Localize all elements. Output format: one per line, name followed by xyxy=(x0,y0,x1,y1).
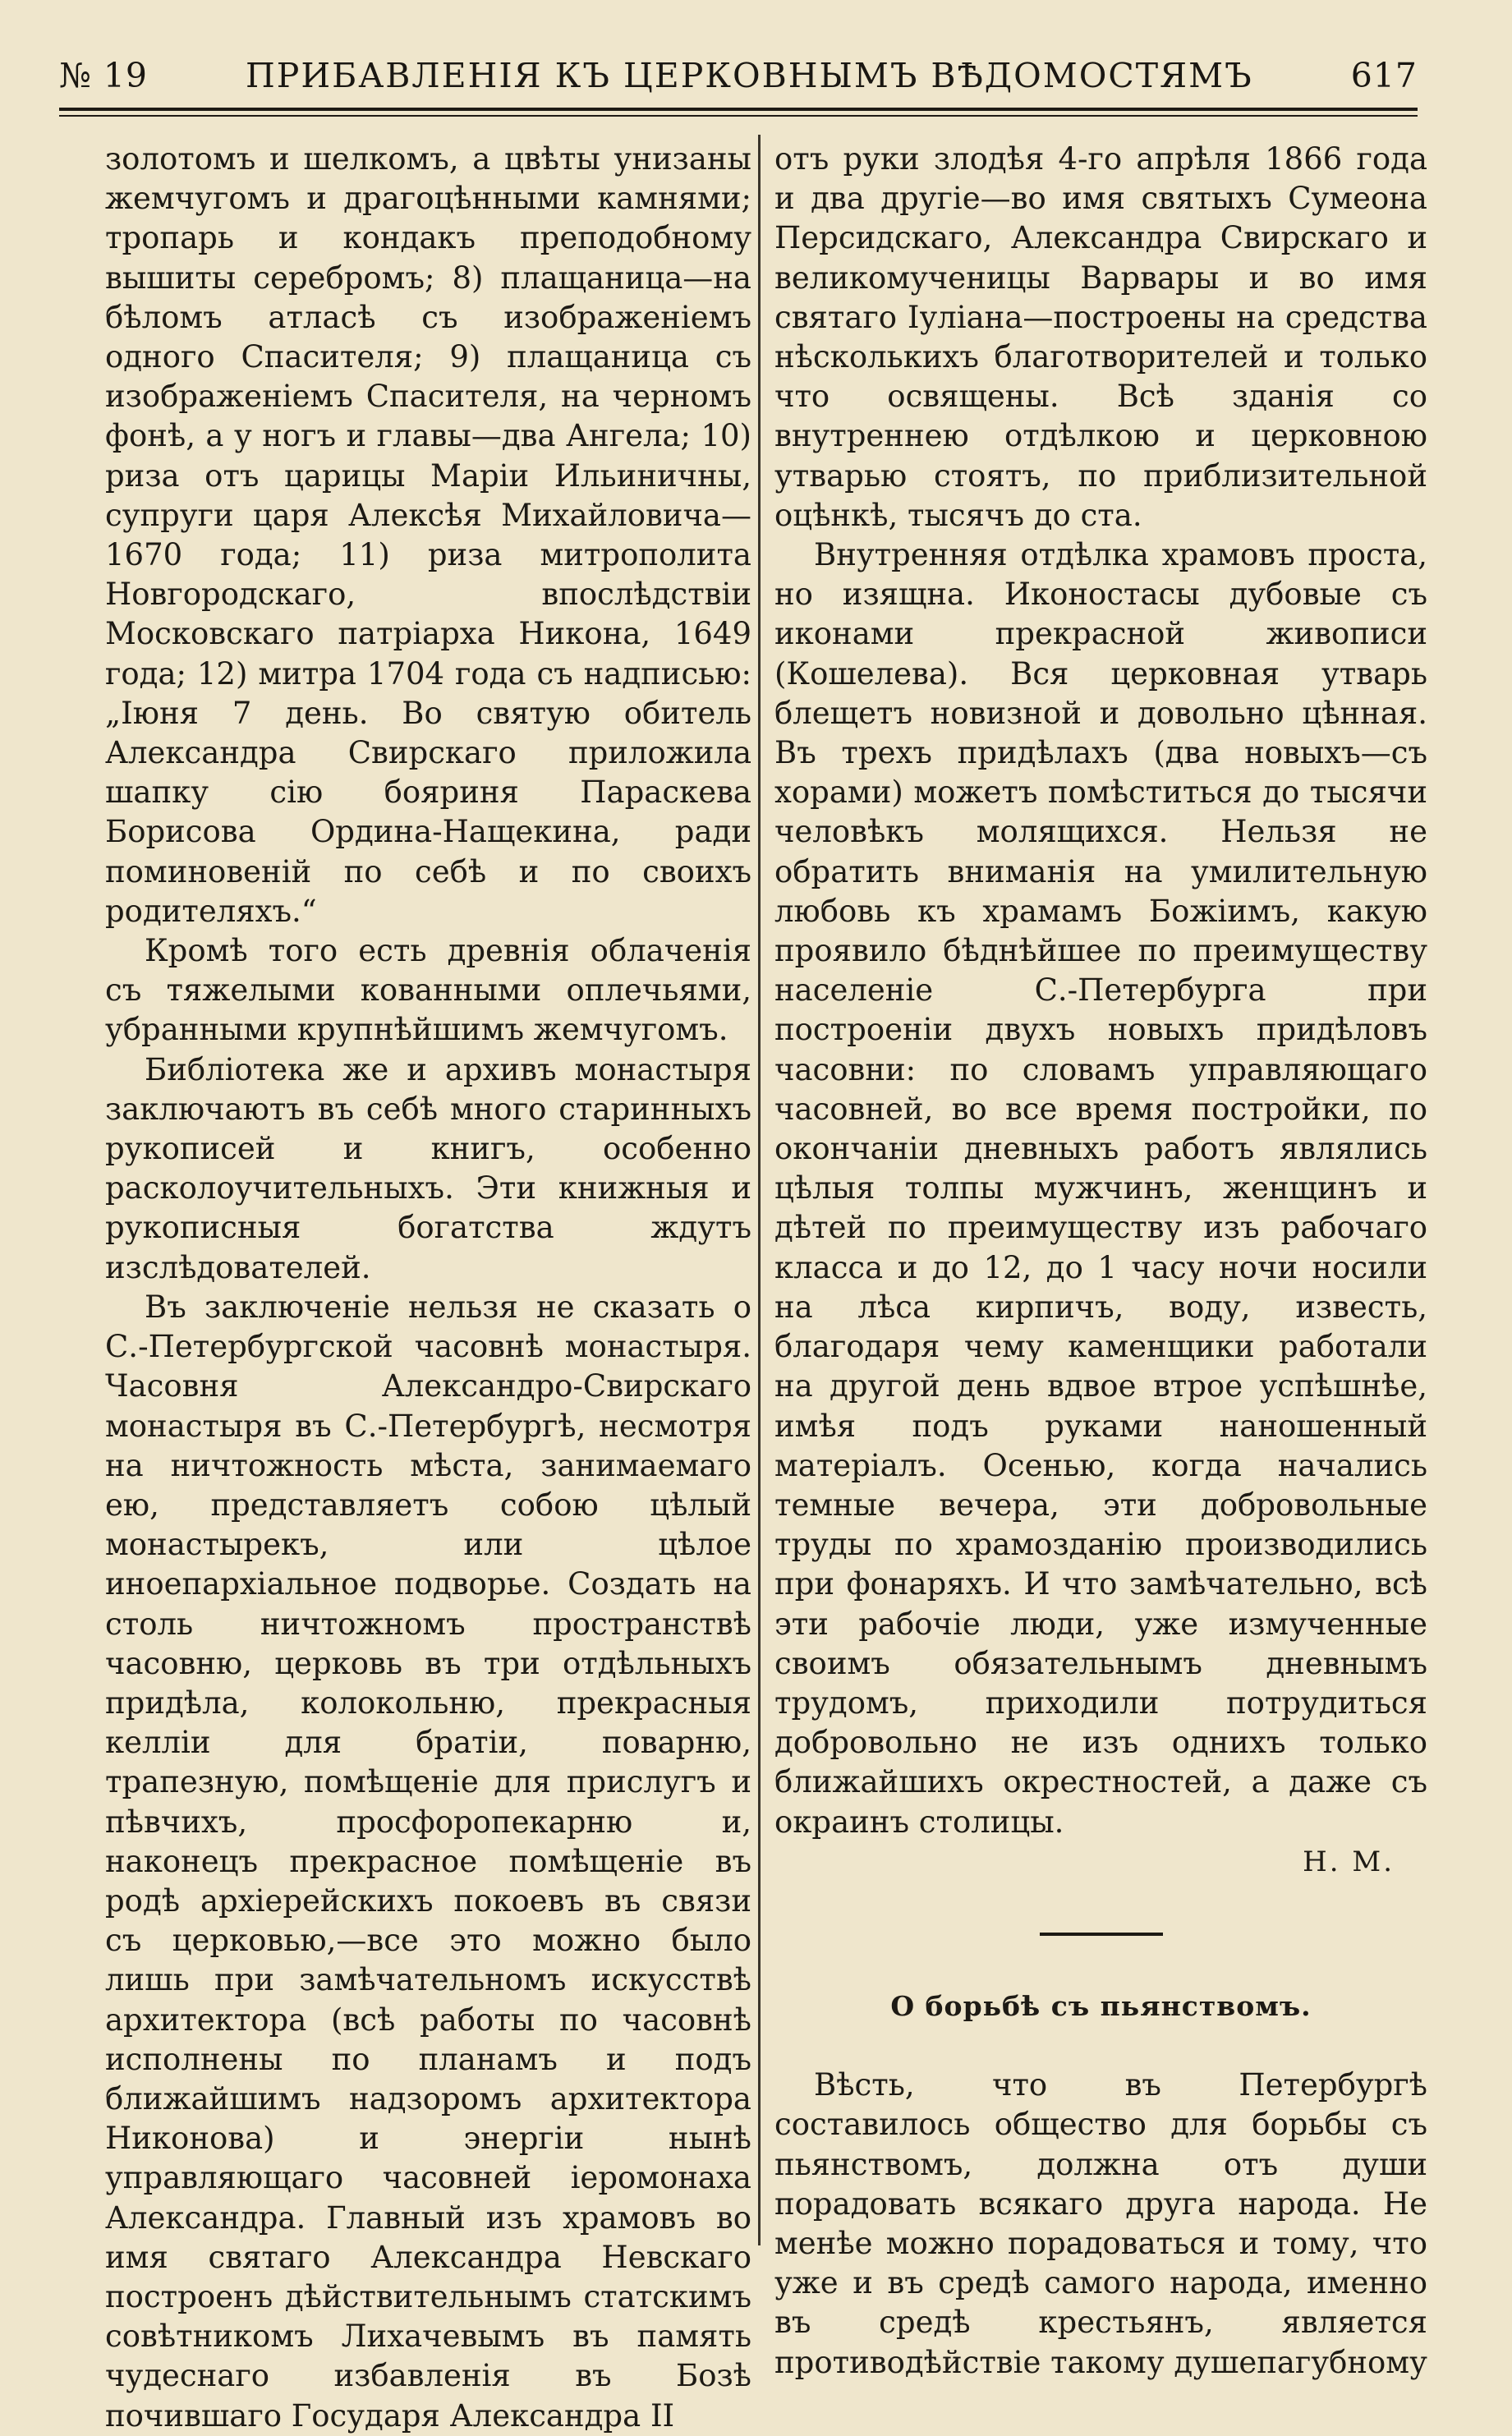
section-separator xyxy=(1040,1933,1163,1936)
paragraph-ancient-vestments: Кромѣ того есть древнія облаченія съ тяжелыми кованными оплечьями, убранными крупнѣйшимъ жемчугомъ. xyxy=(105,933,751,1048)
issue-number: № 19 xyxy=(59,56,149,95)
article-heading: О борьбѣ съ пьянствомъ. xyxy=(890,1989,1312,2022)
paragraph-chapel-continued: отъ руки злодѣя 4-го апрѣля 1866 года и два другіе—во имя святыхъ Сумеона Персидскаго, Александра Свирскаго и великомученицы Варвары и во имя святаго Іуліана—построены на средства нѣсколькихъ благотворителей и только что освящены. Всѣ зданія со внутреннею отдѣлкою и церковною утварью стоятъ, по приблизительной оцѣнкѣ, тысячъ до ста. xyxy=(774,141,1427,533)
column-divider xyxy=(758,135,761,2245)
author-signature: Н. М. xyxy=(1303,1845,1395,1878)
paragraph-library: Библіотека же и архивъ монастыря заключаютъ въ себѣ много старинныхъ рукописей и книгъ, особенно расколоучительныхъ. Эти книжныя и рукописныя богатства ждутъ изслѣдователей. xyxy=(105,1051,751,1285)
paragraph-vestments: золотомъ и шелкомъ, а цвѣты унизаны жемчугомъ и драгоцѣнными камнями; тропарь и кондакъ преподобному вышиты серебромъ; 8) плащаница—на бѣломъ атласѣ съ изображеніемъ одного Спасителя; 9) плащаница съ изображеніемъ Спасителя, на черномъ фонѣ, а у ногъ и главы—два Ангела; 10) риза отъ царицы Маріи Ильиничны, супруги царя Алексѣя Михайловича—1670 года; 11) риза митрополита Новгородскаго, впослѣдствіи Московскаго патріарха Никона, 1649 года; 12) митра 1704 года съ надписью: „Іюня 7 день. Во святую обитель Александра Свирскаго приложила шапку сію бояриня Параскева Борисова Ордина-Нащекина, ради поминовеній по себѣ и по своихъ родителяхъ.“ xyxy=(105,141,751,929)
header-rule-thick xyxy=(59,108,1418,111)
page-number: 617 xyxy=(1350,56,1418,95)
left-column xyxy=(105,140,751,2436)
paragraph-temperance: Вѣсть, что въ Петербургѣ составилось общество для борьбы съ пьянствомъ, должна отъ души порадовать всякаго друга народа. Не менѣе можно порадоваться и тому, что уже и въ средѣ самого народа, именно въ средѣ крестьянъ, является противодѣйствіе такому душепагубному xyxy=(774,2067,1427,2380)
publication-title: ПРИБАВЛЕНІЯ КЪ ЦЕРКОВНЫМЪ ВѢДОМОСТЯМЪ xyxy=(246,56,1253,95)
header-rule-thin xyxy=(59,115,1418,117)
page-header xyxy=(59,56,1418,105)
paragraph-interior: Внутренняя отдѣлка храмовъ проста, но изящна. Иконостасы дубовые съ иконами прекрасной живописи (Кошелева). Вся церковная утварь блещетъ новизной и довольно цѣнная. Въ трехъ придѣлахъ (два новыхъ—съ хорами) можетъ помѣститься до тысячи человѣкъ молящихся. Нельзя не обратить вниманія на умилительную любовь къ храмамъ Божіимъ, какую проявило бѣднѣйшее по преимуществу населеніе С.-Петербурга при построеніи двухъ новыхъ придѣловъ часовни: по словамъ управляющаго часовней, во все время постройки, по окончаніи дневныхъ работъ являлись цѣлыя толпы мужчинъ, женщинъ и дѣтей по преимуществу изъ рабочаго класса и до 12, до 1 часу ночи носили на лѣса кирпичъ, воду, известь, благодаря чему каменщики работали на другой день вдвое втрое успѣшнѣе, имѣя подъ руками наношенный матеріалъ. Осенью, когда начались темные вечера, эти добровольные труды по храмозданію производились при фонаряхъ. И что замѣчательно, всѣ эти рабочіе люди, уже измученные своимъ обязательнымъ дневнымъ трудомъ, приходили потрудиться добровольно не изъ однихъ только ближайшихъ окрестностей, а даже съ окраинъ столицы. xyxy=(774,537,1427,1840)
right-column xyxy=(774,140,1427,2383)
paragraph-chapel: Въ заключеніе нельзя не сказать о С.-Петербургской часовнѣ монастыря. Часовня Александро-Свирскаго монастыря въ С.-Петербургѣ, несмотря на ничтожность мѣста, занимаемаго ею, представляетъ собою цѣлый монастырекъ, или цѣлое иноепархіальное подворье. Создать на столь ничтожномъ пространствѣ часовню, церковь въ три отдѣльныхъ придѣла, колокольню, прекрасныя келліи для братіи, поварню, трапезную, помѣщеніе для прислугъ и пѣвчихъ, просфоропекарню и, наконецъ прекрасное помѣщеніе въ родѣ архіерейскихъ покоевъ въ связи съ церковью,—все это можно было лишь при замѣчательномъ искусствѣ архитектора (всѣ работы по часовнѣ исполнены по планамъ и подъ ближайшимъ надзоромъ архитектора Никонова) и энергіи нынѣ управляющаго часовней іеромонаха Александра. Главный изъ храмовъ во имя святаго Александра Невскаго построенъ дѣйствительнымъ статскимъ совѣтникомъ Лихачевымъ въ память чудеснаго избавленія въ Бозѣ почившаго Государя Александра II xyxy=(105,1289,751,2434)
